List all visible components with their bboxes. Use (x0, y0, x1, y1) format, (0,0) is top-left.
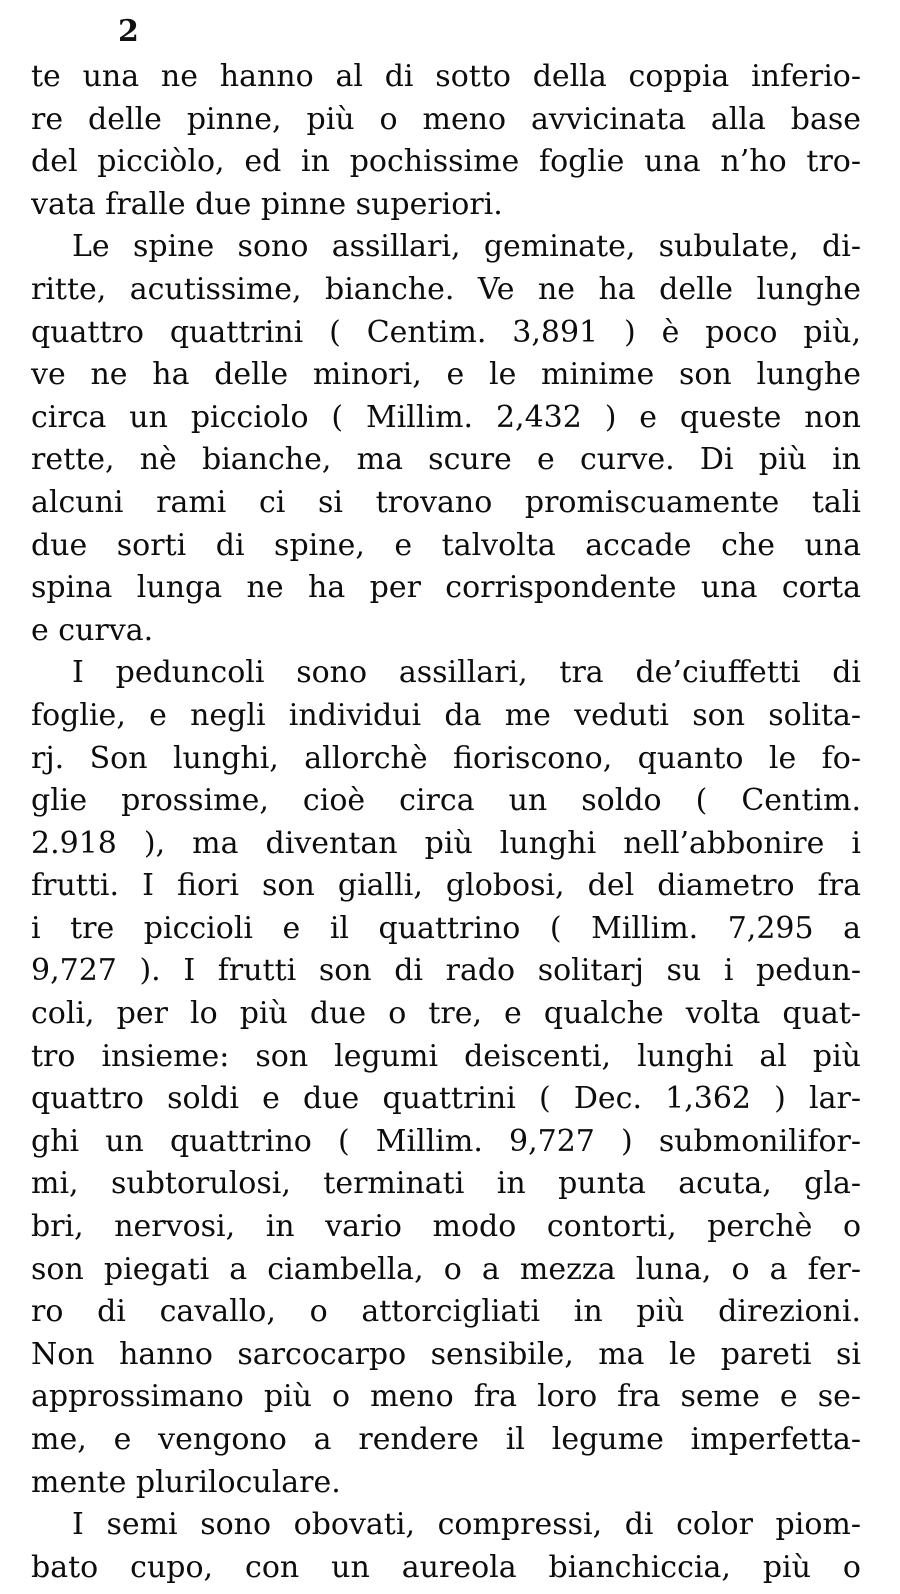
text-line: approssimano più o meno fra loro fra seme e se- (31, 1379, 861, 1415)
text-line: son piegati a ciambella, o a mezza luna, o a fer- (31, 1251, 861, 1287)
text-line: Le spine sono assillari, geminate, subulate, di- (72, 229, 861, 265)
text-line: bri, nervosi, in vario modo contorti, perchè o (31, 1209, 861, 1245)
text-line: quattro quattrini ( Centim. 3,891 ) è poco più, (31, 314, 861, 350)
text-line: I peduncoli sono assillari, tra de’ciuffetti di (72, 655, 861, 691)
text-line: circa un picciolo ( Millim. 2,432 ) e queste non (31, 399, 861, 435)
text-line: coli, per lo più due o tre, e qualche volta quat- (31, 996, 861, 1032)
text-line: foglie, e negli individui da me veduti son solita- (31, 697, 861, 733)
text-line: spina lunga ne ha per corrispondente una corta (31, 570, 861, 606)
text-line: ve ne ha delle minori, e le minime son lunghe (31, 357, 861, 393)
text-line: te una ne hanno al di sotto della coppia inferio- (31, 59, 861, 94)
text-line: frutti. I fiori son gialli, globosi, del diametro fra (31, 868, 861, 904)
text-line: I semi sono obovati, compressi, di color piom- (72, 1507, 861, 1543)
text-line: rette, nè bianche, ma scure e curve. Di più in (31, 442, 861, 478)
page-number: 2 (118, 14, 139, 49)
text-line: bato cupo, con un aureola bianchiccia, più o (31, 1549, 861, 1585)
text-line: due sorti di spine, e talvolta accade che una (31, 527, 861, 563)
text-line: 2.918 ), ma diventan più lunghi nell’abbonire i (31, 825, 861, 861)
text-line: del picciòlo, ed in pochissime foglie una n’ho tro- (31, 144, 861, 180)
text-line: quattro soldi e due quattrini ( Dec. 1,362 ) lar- (31, 1081, 861, 1117)
text-line: me, e vengono a rendere il legume imperfetta- (31, 1422, 861, 1457)
text-line: alcuni rami ci si trovano promiscuamente tali (31, 484, 861, 520)
text-line: e curva. (31, 612, 154, 648)
text-line: 9,727 ). I frutti son di rado solitarj su i pedun- (31, 953, 861, 989)
text-line: re delle pinne, più o meno avvicinata alla base (31, 101, 861, 137)
body-text (31, 56, 861, 1589)
text-line: mente pluriloculare. (31, 1464, 341, 1500)
text-line: rj. Son lunghi, allorchè fioriscono, quanto le fo- (31, 740, 861, 776)
text-line: tro insieme: son legumi deiscenti, lunghi al più (31, 1038, 861, 1074)
text-line: ghi un quattrino ( Millim. 9,727 ) submonilifor- (31, 1123, 861, 1159)
text-line: Non hanno sarcocarpo sensibile, ma le pareti si (31, 1336, 861, 1372)
text-line: vata fralle due pinne superiori. (31, 186, 503, 222)
text-line: mi, subtorulosi, terminati in punta acuta, gla- (31, 1166, 861, 1202)
text-line: i tre piccioli e il quattrino ( Millim. 7,295 a (31, 910, 861, 946)
text-line: glie prossime, cioè circa un soldo ( Centim. (31, 783, 861, 819)
text-line: ritte, acutissime, bianche. Ve ne ha delle lunghe (31, 271, 861, 307)
text-line: ro di cavallo, o attorcigliati in più direzioni. (31, 1294, 861, 1330)
